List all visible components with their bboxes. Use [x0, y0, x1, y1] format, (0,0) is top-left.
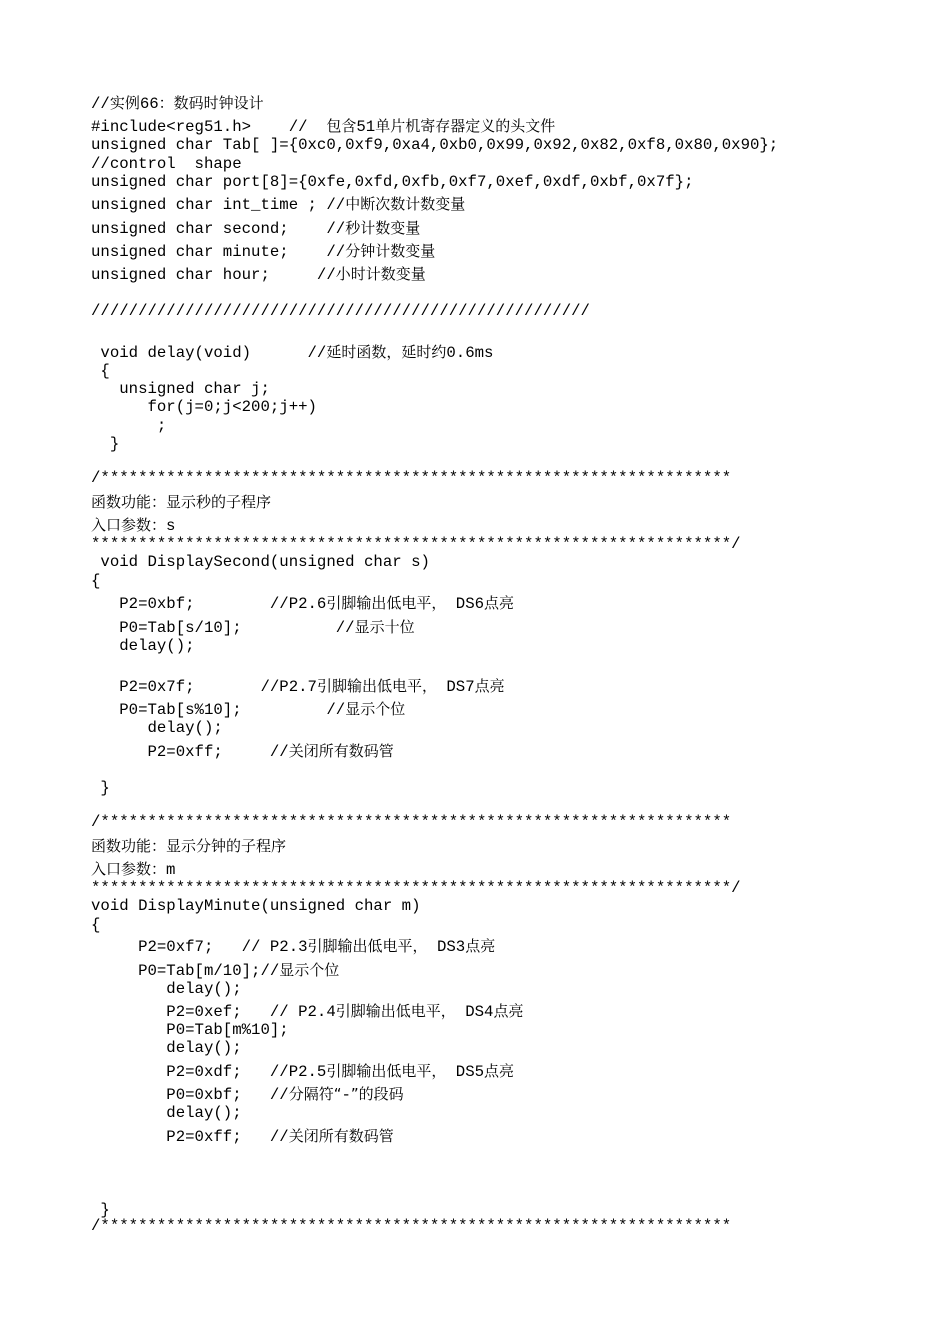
code-line: delay(); — [91, 719, 223, 737]
code-line: 函数功能：显示秒的子程序 — [91, 493, 272, 511]
code-line: P2=0xf7; // P2.3引脚输出低电平， DS3点亮 — [91, 937, 496, 956]
code-line: unsigned char int_time ; //中断次数计数变量 — [91, 195, 466, 214]
code-line: } — [91, 779, 110, 797]
code-line: /******************************************************************* — [91, 813, 732, 831]
code-line: unsigned char second; //秒计数变量 — [91, 219, 421, 238]
code-line: P0=0xbf; //分隔符“-”的段码 — [91, 1085, 404, 1104]
code-line: unsigned char j; — [91, 380, 270, 398]
code-line: /******************************************************************* — [91, 469, 732, 487]
code-line: 入口参数：s — [91, 516, 176, 535]
code-line: delay(); — [91, 980, 242, 998]
code-line: unsigned char hour; //小时计数变量 — [91, 265, 426, 284]
code-line: void DisplaySecond(unsigned char s) — [91, 553, 430, 571]
code-line: unsigned char Tab[ ]={0xc0,0xf9,0xa4,0xb0,0x99,0x92,0x82,0xf8,0x80,0x90}; — [91, 136, 779, 154]
code-line: P2=0xdf; //P2.5引脚输出低电平， DS5点亮 — [91, 1062, 515, 1081]
code-line: } — [91, 435, 120, 453]
code-line: unsigned char port[8]={0xfe,0xfd,0xfb,0xf7,0xef,0xdf,0xbf,0x7f}; — [91, 173, 694, 191]
code-line: { — [91, 362, 110, 380]
code-line: #include<reg51.h> // 包含51单片机寄存器定义的头文件 — [91, 117, 556, 136]
code-line: { — [91, 572, 101, 590]
code-line: for(j=0;j<200;j++) — [91, 398, 317, 416]
code-line: void delay(void) //延时函数，延时约0.6ms — [91, 343, 494, 362]
code-line: ********************************************************************/ — [91, 879, 741, 897]
code-line: delay(); — [91, 637, 195, 655]
code-line: } — [91, 1201, 110, 1219]
code-line: //实例66：数码时钟设计 — [91, 94, 264, 113]
code-line: void DisplayMinute(unsigned char m) — [91, 897, 421, 915]
code-line: /******************************************************************* — [91, 1217, 732, 1235]
code-line: P2=0x7f; //P2.7引脚输出低电平， DS7点亮 — [91, 677, 505, 696]
code-line: 函数功能：显示分钟的子程序 — [91, 837, 287, 855]
code-line: P0=Tab[m/10];//显示个位 — [91, 961, 340, 980]
code-line: P0=Tab[m%10]; — [91, 1021, 289, 1039]
code-line: { — [91, 916, 101, 934]
code-line: P2=0xff; //关闭所有数码管 — [91, 742, 394, 761]
code-line: P2=0xbf; //P2.6引脚输出低电平， DS6点亮 — [91, 594, 515, 613]
code-line: P2=0xff; //关闭所有数码管 — [91, 1127, 394, 1146]
code-line: delay(); — [91, 1039, 242, 1057]
code-line: ; — [91, 417, 167, 435]
code-line: P2=0xef; // P2.4引脚输出低电平， DS4点亮 — [91, 1002, 524, 1021]
code-line: P0=Tab[s%10]; //显示个位 — [91, 700, 406, 719]
code-line: P0=Tab[s/10]; //显示十位 — [91, 618, 415, 637]
code-line: //control shape — [91, 155, 242, 173]
code-line: ********************************************************************/ — [91, 535, 741, 553]
code-line: 入口参数：m — [91, 860, 176, 879]
code-line: unsigned char minute; //分钟计数变量 — [91, 242, 436, 261]
code-line: delay(); — [91, 1104, 242, 1122]
code-line: ///////////////////////////////////////////////////// — [91, 302, 590, 320]
